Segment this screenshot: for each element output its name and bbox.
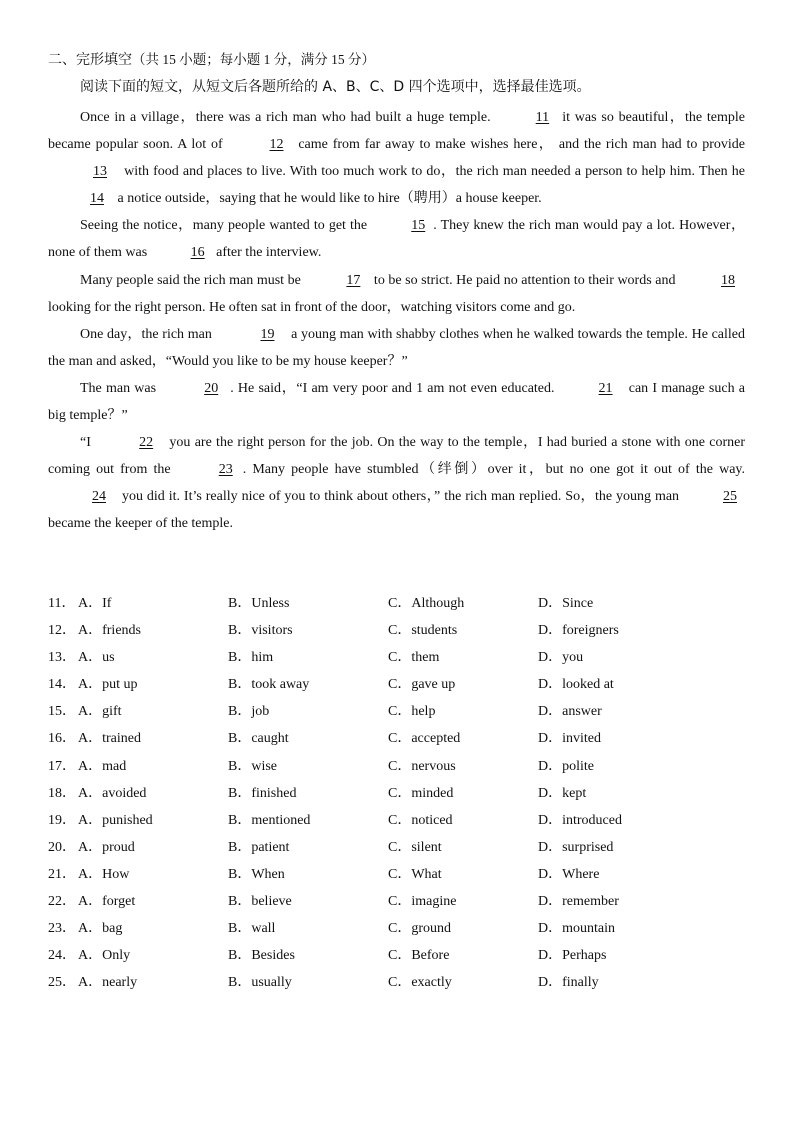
option-a: A．nearly [78, 975, 138, 991]
option-b: B．mentioned [228, 812, 311, 828]
option-c: C．silent [388, 839, 442, 855]
option-d: D．Where [538, 866, 600, 882]
option-d: D．remember [538, 894, 619, 910]
option-c: C．noticed [388, 812, 453, 828]
passage-text: to be so strict. He paid no attention to their words and [370, 272, 679, 288]
passage-text: . He said，“I am very poor and 1 am not even educated. [230, 380, 555, 396]
option-b: B．patient [228, 839, 290, 855]
option-d: D．kept [538, 785, 587, 801]
option-a: A．proud [78, 839, 135, 855]
section-note: （共 15 小题；每小题 1 分，满分 15 分） [132, 52, 375, 67]
option-d: D．Perhaps [538, 948, 607, 964]
answer-blank: 11 [535, 110, 550, 125]
passage-text: Many people said the rich man must be [80, 272, 305, 288]
question-row [48, 753, 745, 780]
question-number: 19． [48, 812, 76, 828]
passage-text: “I [80, 435, 96, 451]
section-heading [48, 50, 375, 70]
option-d: D．invited [538, 731, 601, 747]
passage-text: The man was [80, 380, 161, 396]
question-number: 24． [48, 948, 76, 964]
option-d: D．surprised [538, 839, 614, 855]
option-a: A．gift [78, 704, 122, 720]
passage-text: . Many people have stumbled（绊倒）over it，but no one got it out of the way. [242, 462, 745, 478]
option-d: D．Since [538, 596, 594, 611]
question-row [48, 969, 745, 996]
question-number: 17． [48, 758, 76, 774]
option-c: C．ground [388, 921, 451, 937]
option-c: C．gave up [388, 677, 456, 693]
passage-text: Seeing the notice，many people wanted to get the [80, 218, 372, 234]
option-b: B．wall [228, 921, 276, 937]
answer-blank: 13 [93, 164, 107, 180]
option-c: C．them [388, 650, 440, 666]
passage-text: One day，the rich man [80, 326, 216, 342]
passage-paragraph [48, 321, 745, 375]
passage-text: after the interview. [212, 245, 322, 261]
answer-blank: 12 [269, 137, 284, 153]
question-row [48, 807, 745, 834]
question-number: 20． [48, 839, 76, 855]
option-b: B．When [228, 866, 285, 882]
option-c: C．Before [388, 948, 450, 964]
option-d: D．finally [538, 975, 599, 991]
option-c: C．Although [388, 596, 465, 611]
passage-text: . They knew the rich man would pay a lot. However，none of them was [48, 218, 746, 261]
answer-blank: 17 [346, 272, 361, 288]
answer-blank: 18 [721, 272, 735, 288]
answer-options [48, 590, 745, 996]
passage-text: became the keeper of the temple. [48, 516, 234, 532]
option-b: B．Besides [228, 948, 295, 964]
option-d: D．mountain [538, 921, 615, 937]
passage-paragraph [48, 212, 745, 266]
passage-paragraph [48, 267, 745, 321]
option-c: C．accepted [388, 731, 461, 747]
question-number: 13． [48, 650, 76, 666]
question-row [48, 698, 745, 725]
option-c: C．exactly [388, 975, 452, 991]
question-row [48, 888, 745, 915]
option-a: A．How [78, 866, 130, 882]
passage-text: you are the right person for the job. On the way to the temple，I had buried a stone with one corner coming out from the [48, 435, 745, 478]
passage-text: came from far away to make wishes here， and the rich man had to provide [293, 137, 745, 153]
question-row [48, 617, 745, 644]
option-a: A．punished [78, 812, 153, 828]
option-a: A．forget [78, 894, 136, 910]
answer-blank: 19 [260, 326, 275, 342]
passage-text: Once in a village，there was a rich man who had built a huge temple. [80, 110, 496, 125]
question-row [48, 915, 745, 942]
question-number: 18． [48, 785, 76, 801]
option-b: B．caught [228, 731, 289, 747]
option-c: C．What [388, 866, 442, 882]
option-d: D．looked at [538, 677, 614, 693]
question-number: 12． [48, 623, 76, 639]
question-number: 22． [48, 894, 76, 910]
option-a: A．avoided [78, 785, 147, 801]
question-number: 11． [48, 596, 76, 611]
option-b: B．Unless [228, 596, 290, 611]
question-row [48, 942, 745, 969]
option-c: C．minded [388, 785, 454, 801]
option-c: C．imagine [388, 894, 457, 910]
option-c: C．students [388, 623, 458, 639]
section-label: 二、完形填空 [48, 52, 132, 68]
passage-text: you did it. It’s really nice of you to think about others，” the rich man replied. So，the young man [118, 489, 683, 505]
instruction-text: 阅读下面的短文，从短文后各题所给的 A、B、C、D 四个选项中，选择最佳选项。 [80, 79, 591, 95]
cloze-passage [48, 104, 745, 538]
question-row [48, 725, 745, 752]
answer-blank: 21 [598, 380, 613, 396]
option-b: B．finished [228, 785, 297, 801]
passage-text: can I manage such a big temple？” [48, 380, 745, 424]
option-d: D．answer [538, 704, 602, 720]
option-b: B．usually [228, 975, 292, 991]
question-number: 15． [48, 704, 76, 720]
passage-text: it was so beautiful，the temple became popular soon. A lot of [48, 110, 745, 153]
question-number: 25． [48, 975, 76, 991]
question-number: 14． [48, 677, 76, 693]
option-d: D．polite [538, 758, 594, 774]
passage-paragraph [48, 104, 745, 212]
passage-text: looking for the right person. He often sat in front of the door，watching visitors come and go. [48, 299, 576, 315]
option-d: D．you [538, 650, 584, 666]
question-row [48, 861, 745, 888]
option-a: A．friends [78, 623, 141, 639]
option-a: A．bag [78, 921, 123, 937]
answer-blank: 16 [190, 245, 205, 261]
passage-paragraph [48, 375, 745, 429]
passage-text: a notice outside，saying that he would like to hire（聘用）a house keeper. [114, 191, 542, 207]
question-row [48, 834, 745, 861]
option-c: C．nervous [388, 758, 456, 774]
option-a: A．Only [78, 948, 131, 964]
option-a: A．If [78, 596, 112, 611]
option-d: D．foreigners [538, 623, 619, 639]
question-number: 16． [48, 731, 76, 747]
option-b: B．job [228, 704, 270, 720]
option-a: A．mad [78, 758, 127, 774]
answer-blank: 22 [139, 435, 154, 451]
passage-paragraph [48, 429, 745, 537]
answer-blank: 24 [92, 489, 106, 505]
option-d: D．introduced [538, 812, 622, 828]
answer-blank: 15 [411, 218, 426, 234]
option-b: B．took away [228, 677, 310, 693]
answer-blank: 23 [218, 462, 233, 478]
option-b: B．believe [228, 894, 292, 910]
passage-text: a young man with shabby clothes when he walked towards the temple. He called the man and asked，“Would you like to be my house keeper？” [48, 326, 745, 369]
option-b: B．visitors [228, 623, 293, 639]
option-b: B．him [228, 650, 274, 666]
passage-text: with food and places to live. With too much work to do，the rich man needed a person to help him. Then he [120, 164, 745, 180]
option-a: A．put up [78, 677, 138, 693]
option-b: B．wise [228, 758, 277, 774]
question-number: 23． [48, 921, 76, 937]
answer-blank: 20 [204, 380, 219, 396]
option-a: A．trained [78, 731, 141, 747]
question-row [48, 590, 745, 617]
question-number: 21． [48, 866, 76, 882]
answer-blank: 25 [723, 489, 737, 505]
question-row [48, 780, 745, 807]
question-row [48, 671, 745, 698]
option-a: A．us [78, 650, 115, 666]
question-row [48, 644, 745, 671]
answer-blank: 14 [90, 191, 104, 207]
option-c: C．help [388, 704, 436, 720]
